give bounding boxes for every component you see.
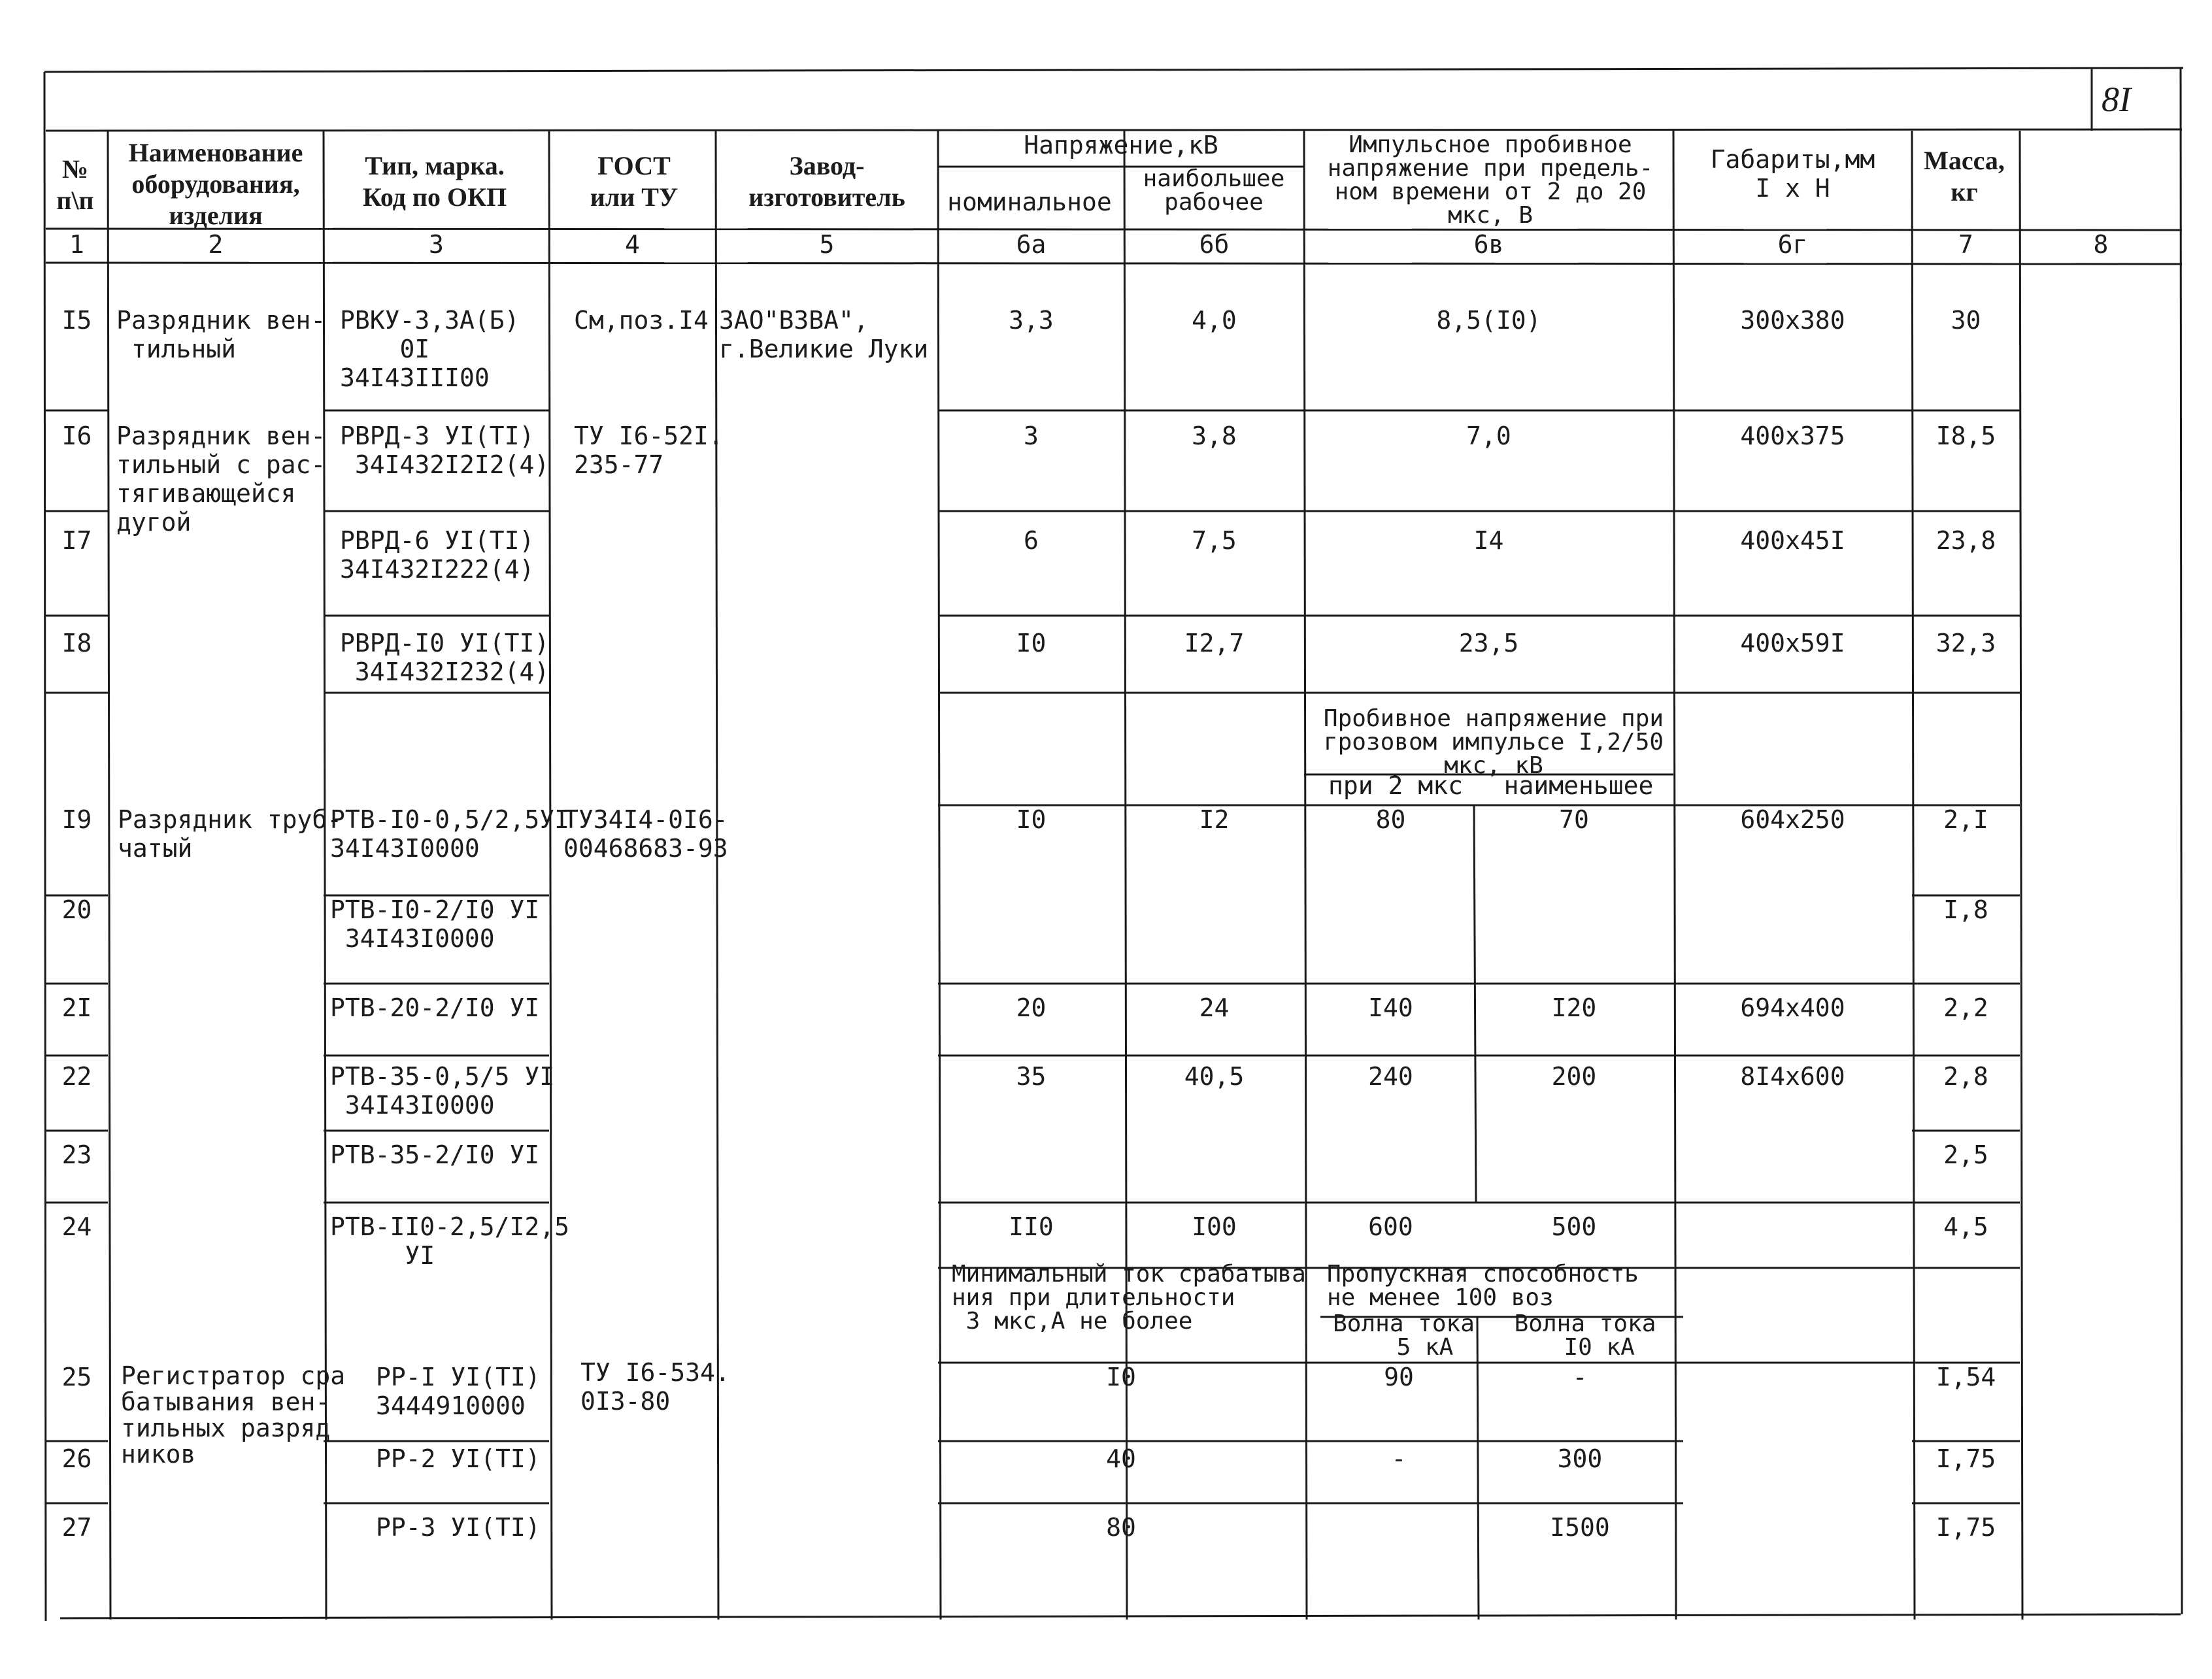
impulse-voltage: 8,5(I0) — [1436, 306, 1541, 335]
nominal-voltage: 35 — [1016, 1062, 1047, 1091]
header-col5: Завод- изготовитель — [748, 151, 905, 212]
type-code: РВРД-I0 УI(TI) 34I432I232(4) — [340, 629, 550, 686]
page-number: 8I — [2102, 80, 2131, 119]
breakdown-least: 200 — [1551, 1062, 1597, 1091]
breakdown-least-header: наименьшее — [1503, 771, 1654, 800]
column-number: 1 — [69, 230, 84, 259]
min-trip-current: 40 — [1106, 1444, 1136, 1473]
type-code: РР-2 УI(TI) — [376, 1444, 541, 1473]
breakdown-at-2us: I40 — [1368, 993, 1413, 1022]
wave-5ka: 90 — [1384, 1363, 1414, 1391]
column-number: 3 — [429, 230, 444, 259]
mass: 2,2 — [1943, 993, 1988, 1022]
gost-15: См,поз.I4 — [574, 306, 709, 335]
grid-line — [46, 263, 2182, 264]
column-number: 6г — [1777, 230, 1808, 259]
gost-16: ТУ I6-52I. 235-77 — [574, 422, 724, 479]
wave-10ka: I500 — [1550, 1513, 1610, 1542]
header-max-working: наибольшее рабочее — [1143, 165, 1285, 216]
max-working-voltage: 3,8 — [1192, 422, 1237, 450]
manufacturer-15: ЗАО"ВЗВА", г.Великие Луки — [719, 306, 929, 363]
wave-10ka: 300 — [1557, 1444, 1603, 1473]
nominal-voltage: 6 — [1024, 526, 1039, 555]
breakdown-at-2us: 80 — [1375, 805, 1406, 834]
impulse-voltage: 7,0 — [1466, 422, 1511, 450]
breakdown-voltage-header: Пробивное напряжение при грозовом импульсе I,2/50 мкс, кВ — [1323, 705, 1664, 779]
row-number: 22 — [61, 1062, 92, 1091]
header-voltage: Напряжение,кВ — [1024, 131, 1218, 159]
column-number: 4 — [625, 230, 640, 259]
min-trip-current: 80 — [1106, 1513, 1136, 1542]
type-code: РТВ-II0-2,5/I2,5 УI — [330, 1212, 570, 1270]
row-number: 26 — [61, 1444, 92, 1473]
mass: 2,I — [1943, 805, 1988, 834]
grid-line — [2020, 131, 2022, 1620]
dimensions: 604x250 — [1740, 805, 1845, 834]
dimensions: 400x45I — [1740, 526, 1845, 555]
type-code: РТВ-35-0,5/5 УI 34I43I0000 — [330, 1062, 555, 1120]
mass: 32,3 — [1936, 629, 1996, 657]
header-dimensions: Габариты,мм I x H — [1710, 145, 1875, 203]
type-code: РТВ-35-2/I0 УI — [330, 1140, 540, 1169]
max-working-voltage: 7,5 — [1192, 526, 1237, 555]
grid-line — [108, 131, 110, 1620]
grid-line — [938, 131, 941, 1620]
min-trip-current: I0 — [1106, 1363, 1136, 1391]
header-col2: Наименование оборудования, изделия — [128, 138, 303, 230]
mass: 2,5 — [1943, 1140, 1988, 1169]
max-working-voltage: I2 — [1199, 805, 1230, 834]
min-current-header: Минимальный ток срабатыва ния при длительности 3 мкс,А не более — [952, 1261, 1306, 1335]
row-number: 20 — [61, 895, 92, 924]
breakdown-at-2us: 600 — [1368, 1212, 1413, 1241]
max-working-voltage: I00 — [1192, 1212, 1237, 1241]
column-number: 5 — [819, 230, 835, 259]
type-code: РР-3 УI(TI) — [376, 1513, 541, 1542]
nominal-voltage: II0 — [1009, 1212, 1054, 1241]
breakdown-least: I20 — [1551, 993, 1597, 1022]
equipment-name-16: Разрядник вен- тильный с рас- тягивающейся дугой — [116, 422, 326, 537]
type-code: РТВ-I0-2/I0 УI 34I43I0000 — [330, 895, 540, 953]
gost-25: ТУ I6-534. 0I3-80 — [580, 1358, 730, 1416]
column-number: 6в — [1473, 230, 1504, 259]
dimensions: 694x400 — [1740, 993, 1845, 1022]
column-number: 7 — [1958, 230, 1973, 259]
type-code: РВРД-3 УI(TI) 34I432I2I2(4) — [340, 422, 550, 479]
impulse-voltage: 23,5 — [1458, 629, 1519, 657]
row-number: 24 — [61, 1212, 92, 1241]
dimensions: 300x380 — [1740, 306, 1845, 335]
equipment-name-19: Разрядник труб- чатый — [118, 805, 343, 863]
header-impulse: Импульсное пробивное напряжение при предель- ном времени от 2 до 20 мкс, В — [1327, 131, 1654, 229]
row-number: 23 — [61, 1140, 92, 1169]
type-code: РТВ-20-2/I0 УI — [330, 993, 540, 1022]
grid-line — [1124, 131, 1127, 1620]
header-col1: № п\п — [56, 154, 94, 215]
row-number: I6 — [61, 422, 92, 450]
grid-line — [1912, 131, 1915, 1620]
max-working-voltage: I2,7 — [1184, 629, 1245, 657]
mass: I,75 — [1936, 1444, 1996, 1473]
max-working-voltage: 24 — [1199, 993, 1230, 1022]
grid-line — [1304, 131, 1307, 1620]
grid-line — [1673, 131, 1676, 1620]
header-nominal: номинальное — [947, 188, 1112, 216]
row-number: 27 — [61, 1513, 92, 1542]
type-code: РР-I УI(TI) 3444910000 — [376, 1363, 541, 1420]
column-number: 6б — [1199, 230, 1230, 259]
impulse-voltage: I4 — [1473, 526, 1504, 555]
column-number: 6а — [1016, 230, 1047, 259]
type-code: РВКУ-3,3А(Б) 0I 34I43III00 — [340, 306, 520, 392]
header-col4: ГОСТ или ТУ — [590, 151, 679, 212]
mass: 23,8 — [1936, 526, 1996, 555]
mass: I8,5 — [1936, 422, 1996, 450]
wave-10ka-header: Волна тока I0 кА — [1514, 1310, 1656, 1361]
wave-10ka: - — [1572, 1363, 1588, 1391]
max-working-voltage: 40,5 — [1184, 1062, 1245, 1091]
grid-line — [60, 1614, 2181, 1618]
mass: I,54 — [1936, 1363, 1996, 1391]
row-number: 2I — [61, 993, 92, 1022]
nominal-voltage: 3,3 — [1009, 306, 1054, 335]
row-number: I7 — [61, 526, 92, 555]
row-number: I8 — [61, 629, 92, 657]
equipment-name-25: Регистратор сра батывания вен- тильных разряд ников — [121, 1361, 346, 1469]
mass: I,8 — [1943, 895, 1988, 924]
type-code: РВРД-6 УI(TI) 34I432I222(4) — [340, 526, 535, 584]
row-number: I9 — [61, 805, 92, 834]
breakdown-at-2us: 240 — [1368, 1062, 1413, 1091]
grid-line — [549, 131, 552, 1620]
wave-5ka: - — [1391, 1444, 1407, 1473]
throughput-header: Пропускная способность не менее 100 воз — [1327, 1261, 1639, 1311]
breakdown-at-2us-header: при 2 мкс — [1328, 771, 1463, 800]
nominal-voltage: I0 — [1016, 629, 1047, 657]
breakdown-least: 500 — [1551, 1212, 1597, 1241]
gost-19: ТУ34I4-0I6- 00468683-93 — [563, 805, 728, 863]
dimensions: 400x59I — [1740, 629, 1845, 657]
grid-line — [44, 68, 2183, 72]
header-col3: Тип, марка. Код по ОКП — [362, 151, 507, 212]
mass: 2,8 — [1943, 1062, 1988, 1091]
wave-5ka-header: Волна тока 5 кА — [1333, 1310, 1475, 1361]
nominal-voltage: I0 — [1016, 805, 1047, 834]
nominal-voltage: 20 — [1016, 993, 1047, 1022]
max-working-voltage: 4,0 — [1192, 306, 1237, 335]
column-number: 8 — [2093, 230, 2109, 259]
mass: I,75 — [1936, 1513, 1996, 1542]
column-number: 2 — [208, 230, 224, 259]
mass: 4,5 — [1943, 1212, 1988, 1241]
dimensions: 400x375 — [1740, 422, 1845, 450]
row-number: I5 — [61, 306, 92, 335]
breakdown-least: 70 — [1559, 805, 1589, 834]
grid-line — [2181, 68, 2182, 1614]
dimensions: 8I4x600 — [1740, 1062, 1845, 1091]
mass: 30 — [1951, 306, 1981, 335]
nominal-voltage: 3 — [1024, 422, 1039, 450]
row-number: 25 — [61, 1363, 92, 1391]
header-mass: Масса, кг — [1924, 146, 2005, 207]
type-code: РТВ-I0-0,5/2,5УI 34I43I0000 — [330, 805, 570, 863]
equipment-name-15: Разрядник вен- тильный — [116, 306, 326, 363]
